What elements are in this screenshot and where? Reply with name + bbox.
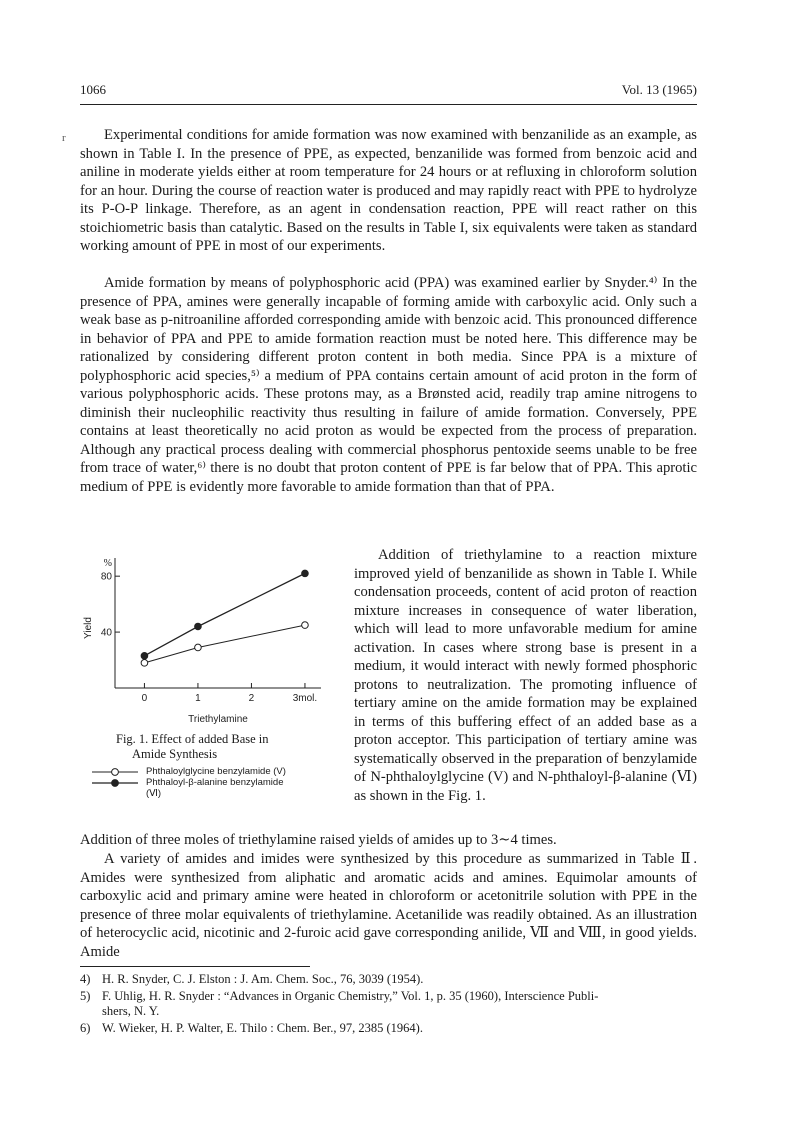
footnote-4-number: 4) [80, 972, 91, 986]
footnote-6 [80, 1021, 697, 1036]
data-point [141, 660, 148, 667]
footnote-6-text: W. Wieker, H. P. Walter, E. Thilo : Chem. Ber., 97, 2385 (1964). [102, 1021, 423, 1035]
footnote-5-text-cont: shers, N. Y. [102, 1004, 160, 1018]
series-line-0 [144, 625, 305, 663]
paragraph-triethylamine: Addition of triethylamine to a reaction mixture improved yield of benzanilide as shown in Table I. While condensation proceeds, content of acid proton of reaction mixture increases in consequence of water liberation, which will lead to more unfavorable medium for amine activation. In cases where strong base is present in a medium, it would interact with newly formed phosphoric protons to neutralization. The promoting influence of tertiary amine on the amide formation may be explained in terms of this buffering effect of an added base as a proton acceptor. This participation of tertiary amine was systematically observed in the preparation of benzylamide of N-phthaloylglycine (V) and N-phthaloyl-β-alanine (Ⅵ) as shown in the Fig. 1. [354, 547, 697, 804]
x-tick-label: 2 [248, 693, 255, 704]
x-tick-label: 1 [195, 693, 201, 704]
footnote-rule [80, 966, 310, 967]
y-unit-label: % [103, 558, 112, 569]
y-tick-label: 80 [100, 571, 112, 583]
y-axis-label: Yield [83, 617, 94, 639]
footnote-5-number: 5) [80, 989, 91, 1003]
figure-caption-line2: Amide Synthesis [132, 747, 218, 761]
series-line-1 [144, 573, 305, 655]
figure-caption [116, 732, 316, 762]
footnote-4 [80, 972, 697, 987]
footnote-4-text: H. R. Snyder, C. J. Elston : J. Am. Chem. Soc., 76, 3039 (1954). [102, 972, 424, 986]
page-number: 1066 [80, 82, 106, 97]
y-tick-label: 40 [100, 627, 112, 639]
legend-label-vi: Phthaloyl-β-alanine benzylamide [146, 777, 284, 788]
paragraph-yield-increase: Addition of three moles of triethylamine raised yields of amides up to 3∼4 times. [80, 832, 557, 848]
open-circle-line-icon [90, 767, 140, 777]
data-point [195, 644, 202, 651]
legend-label-vi-cont: (Ⅵ) [146, 788, 162, 799]
legend-item-v [90, 766, 348, 777]
data-point [195, 623, 202, 630]
journal-volume: Vol. 13 (1965) [621, 82, 697, 97]
paragraph-ppa-comparison: Amide formation by means of polyphosphoric acid (PPA) was examined earlier by Snyder.⁴⁾ In the presence of PPA, amines were generally incapable of forming amide with carboxylic acid. Only such a weak base as p-nitroaniline afforded corresponding amide with benzoic acid. This pronounced difference in behavior of PPA and PPE to amide formation reaction must be noted here. This difference may be rationalized by considering different proton content in both media. Since PPA is a mixture of polyphosphoric acid species,⁵⁾ a medium of PPA contains certain amount of acid proton in the form of various polyphosphoric acids. These protons may, as a Brønsted acid, readily trap amine nitrogens to diminish their nucleophilic reactivity thus resulting in failure of amide formation. Conversely, PPE contains at least theoretically no acid proton as would be expected from the process of preparation. Although any practical process dealing with commercial phosphorus pentoxide seems unable to be free from trace of water,⁶⁾ there is no doubt that proton content of PPE is far below that of PPA. This aprotic medium of PPE is evidently more favorable to amide formation than that of PPA. [80, 275, 697, 495]
footnote-6-number: 6) [80, 1021, 91, 1035]
margin-mark: r [62, 132, 66, 144]
data-point [302, 622, 309, 629]
figure-1 [78, 550, 348, 840]
data-point [141, 653, 148, 660]
header-rule [80, 104, 697, 105]
legend-label-v: Phthaloylglycine benzylamide (V) [146, 766, 286, 777]
figure-legend [90, 766, 348, 799]
data-point [302, 570, 309, 577]
x-tick-label: 0 [141, 693, 148, 704]
legend-item-vi [90, 777, 348, 799]
x-tick-label: 3mol. [292, 693, 318, 704]
footnote-5-text: F. Uhlig, H. R. Snyder : “Advances in Organic Chemistry,” Vol. 1, p. 35 (1960), Interscience Publi- [102, 989, 599, 1003]
x-axis-label: Triethylamine [188, 714, 248, 725]
footnote-5 [80, 989, 697, 1019]
yield-chart [78, 550, 348, 730]
paragraph-amide-conditions: Experimental conditions for amide formation was now examined with benzanilide as an example, as shown in Table I. In the presence of PPE, as expected, benzanilide was formed from benzoic acid and aniline in moderate yields either at room temperature for 24 hours or at refluxing in chloroform solution for an hour. During the course of reaction water is produced and may rapidly react with PPE to hydrolyze its P-O-P linkage. Therefore, as an agent in condensation reaction, PPE will react rather on this stoichiometric basis than catalytic. Based on the results in Table I, six equivalents were taken as standard working amount of PPE in most of our experiments. [80, 127, 697, 254]
filled-circle-line-icon [90, 778, 140, 788]
figure-caption-line1: Fig. 1. Effect of added Base in [116, 732, 269, 746]
paragraph-amide-variety: A variety of amides and imides were synthesized by this procedure as summarized in Table Ⅱ. Amides were synthesized from aliphatic and aromatic acids and amines. Equimolar amounts of carboxylic acid and primary amine were heated in chloroform or acetonitrile solution with PPE in the presence of three molar equivalents of triethylamine. Acetanilide was readily obtained. As an illustration of heterocyclic acid, nicotinic and 2-furoic acid gave corresponding anilide, Ⅶ and Ⅷ, in good yields. Amide [80, 851, 697, 960]
